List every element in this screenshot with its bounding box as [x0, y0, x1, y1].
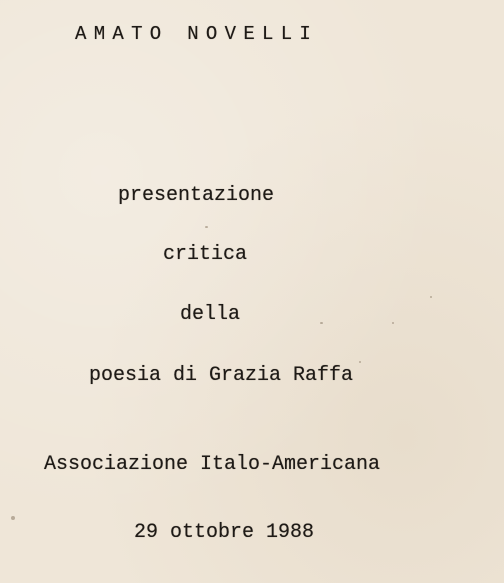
- title-line-della: della: [180, 303, 241, 326]
- paper-speck: [205, 226, 208, 228]
- paper-speck: [11, 516, 15, 520]
- event-date: 29 ottobre 1988: [134, 521, 315, 544]
- paper-speck: [359, 361, 361, 363]
- title-line-presentazione: presentazione: [118, 184, 275, 207]
- author-name: AMATO NOVELLI: [75, 23, 319, 45]
- paper-speck: [430, 296, 432, 298]
- title-line-poesia: poesia di Grazia Raffa: [89, 364, 354, 387]
- paper-speck: [392, 322, 394, 324]
- paper-speck: [320, 322, 323, 324]
- association-name: Associazione Italo-Americana: [44, 453, 381, 476]
- title-line-critica: critica: [163, 243, 248, 266]
